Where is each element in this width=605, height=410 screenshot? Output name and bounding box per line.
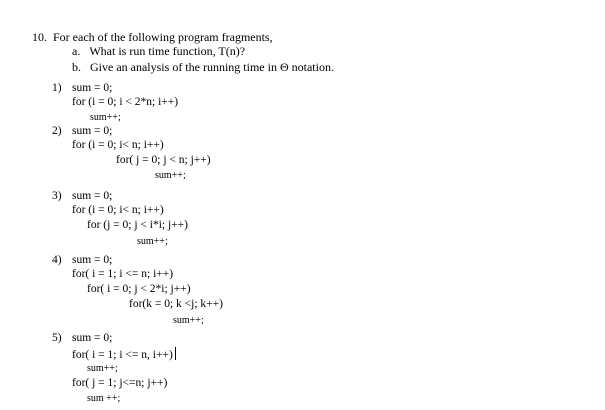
fragment-3-line-1: sum = 0; [72,190,113,202]
question-text: For each of the following program fragments, [53,30,273,44]
fragment-5-number: 5) [52,332,62,344]
fragment-1-number: 1) [52,82,62,94]
fragment-4-line-5: sum++; [173,315,204,326]
fragment-1-line-1: sum = 0; [72,82,113,94]
fragment-2-number: 2) [52,125,62,137]
fragment-5-line-5: sum ++; [87,393,121,404]
fragment-2-line-1: sum = 0; [72,125,113,137]
fragment-4-line-4: for(k = 0; k <j; k++) [129,298,223,310]
fragment-2-line-3: for( j = 0; j < n; j++) [116,154,211,166]
fragment-5-line-4: for( j = 1; j<=n; j++) [72,377,168,389]
fragment-4-number: 4) [52,254,62,266]
fragment-1-line-2: for (i = 0; i < 2*n; i++) [72,96,179,108]
question-part-a: a. What is run time function, T(n)? [72,44,246,58]
fragment-4-line-2: for( i = 1; i <= n; i++) [72,268,174,280]
fragment-4-line-1: sum = 0; [72,254,113,266]
fragment-5-line-1: sum = 0; [72,332,113,344]
fragment-1-line-3: sum++; [90,112,121,123]
fragment-5-line-3: sum++; [87,363,118,374]
fragment-4-line-3: for( i = 0; j < 2*i; j++) [87,283,191,295]
fragment-3-line-4: sum++; [137,236,168,247]
fragment-2-line-4: sum++; [155,170,186,181]
text-cursor [175,347,176,360]
fragment-3-number: 3) [52,190,62,202]
question-part-b: b. Give an analysis of the running time in Θ notation. [72,60,334,74]
fragment-5-line-2: for( i = 1; i <= n, i++) [72,347,176,362]
fragment-2-line-2: for (i = 0; i< n; i++) [72,139,164,151]
fragment-3-line-3: for (j = 0; j < i*i; j++) [87,219,189,231]
fragment-3-line-2: for (i = 0; i< n; i++) [72,204,164,216]
question-number: 10. [32,30,47,44]
